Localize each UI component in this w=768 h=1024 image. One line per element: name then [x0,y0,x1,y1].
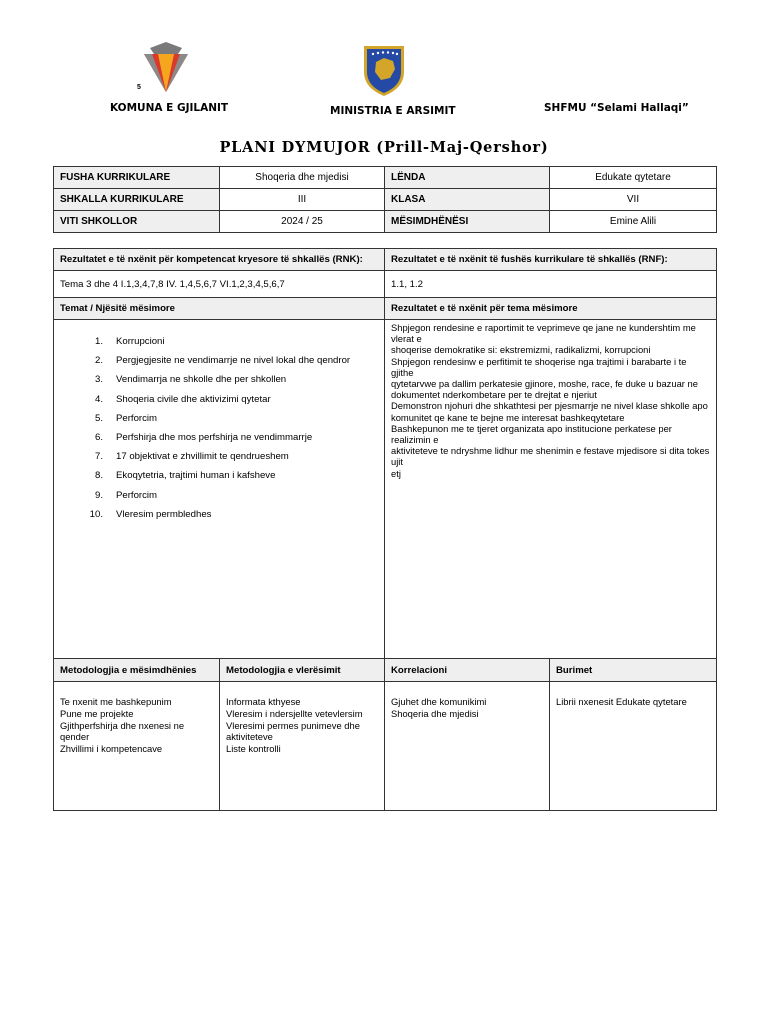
list-item: Informata kthyese [226,696,301,707]
info-value: 2024 / 25 [220,211,385,233]
rnf-value: 1.1, 1.2 [385,271,717,298]
ministria-label: MINISTRIA E ARSIMIT [330,105,456,117]
list-item: 9. Perforcim [94,489,158,501]
info-key: LËNDA [385,167,550,189]
teaching-methods-cell [54,682,220,811]
list-item: 3. Vendimarrja ne shkolle dhe per shkollen [94,374,287,386]
rnf-header: Rezultatet e të nxënit të fushës kurrikulare të shkallës (RNF): [385,249,717,271]
list-item: 4. Shoqeria civile dhe aktivizimi qytetar [94,393,271,405]
list-item: Gjuhet dhe komunikimi [391,696,487,707]
gjilan-logo [136,40,196,96]
page-title: PLANI DYMUJOR (Prill-Maj-Qershor) [219,139,549,156]
correlation-cell [385,682,550,811]
info-value: VII [550,189,717,211]
list-item: Librii nxenesit Edukate qytetare [556,696,687,707]
info-value: III [220,189,385,211]
assessment-methods-header: Metodologjia e vlerësimit [220,659,385,682]
info-value: Shoqeria dhe mjedisi [220,167,385,189]
results-header: Rezultatet e të nxënit për tema mësimore [385,298,717,320]
gjilan-logo-mark: 5 [137,84,141,91]
resources-header: Burimet [550,659,717,682]
komuna-label: KOMUNA E GJILANIT [110,102,229,114]
plan-table [53,248,717,811]
list-item: 6. Perfshirja dhe mos perfshirja ne vendimmarrje [94,432,313,444]
correlation-header: Korrelacioni [385,659,550,682]
teaching-methods-header: Metodologjia e mësimdhënies [54,659,220,682]
school-label: SHFMU “Selami Hallaqi” [544,102,689,114]
list-item: Vleresim i ndersjellte vetevlersim [226,707,363,719]
list-item: 10. Vleresim permbledhes [89,508,212,520]
info-key: MËSIMDHËNËSI [385,211,550,233]
list-item: Zhvillimi i kompetencave [60,743,163,755]
topics-cell [54,320,385,659]
info-value: Edukate qytetare [550,167,717,189]
assessment-methods-cell [220,682,385,811]
list-item: 7. 17 objektivat e zhvillimit te qendrueshem [94,451,289,463]
list-item: aktiviteteve [226,731,273,743]
list-item: 2. Pergjegjesite ne vendimarrje ne nivel lokal dhe qendror [94,355,351,367]
info-key: FUSHA KURRIKULARE [54,167,220,189]
rnk-value: Tema 3 dhe 4 I.1,3,4,7,8 IV. 1,4,5,6,7 VI.1,2,3,4,5,6,7 [54,271,385,298]
list-item: Shoqeria dhe mjedisi [391,707,479,719]
rnk-header: Rezultatet e të nxënit për kompetencat kryesore të shkallës (RNK): [54,249,385,271]
info-table [53,166,717,233]
info-key: VITI SHKOLLOR [54,211,220,233]
topics-list [60,332,378,524]
results-text: Shpjegon rendesine e raportimit te veprimeve qe jane ne kundershtim me vlerat e shoqerise demokratike si: ekstremizmi, radikalizmi, korrupcioni Shpjegon rendesinw e perfitimit te shoqerise nga trajtimi i barabarte i te gjithe qytetarvwe pa dallim perkatesie gjinore, moshe, race, fe duke u bazuar ne dokumentet nderkombetare per te drejtat e njeriut Demonstron njohuri dhe shkathtesi per pjesmarrje ne nivel klase shkolle apo komunitet qe kane te bejne me interesat bashkeqytetare Bashkepunon me te tjeret organizata apo institucione perkatese per realizimin e aktiviteteve te ndryshme lidhur me shenimin e festave mjedisore si dita tokes ujit etj [391,322,710,479]
info-row [54,189,717,211]
kosovo-crest-icon [360,42,408,98]
list-item: Liste kontrolli [226,743,281,755]
list-item: Pune me projekte [60,707,134,719]
info-row [54,211,717,233]
list-item: 1. Korrupcioni [94,336,165,348]
info-key: KLASA [385,189,550,211]
resources-cell [550,682,717,811]
list-item: 8. Ekoqytetria, trajtimi human i kafsheve [94,470,276,482]
topics-header: Temat / Njësitë mësimore [54,298,385,320]
list-item: Vleresimi permes punimeve dhe [226,719,360,731]
info-value: Emine Alili [550,211,717,233]
list-item: Te nxenit me bashkepunim [60,696,172,707]
info-key: SHKALLA KURRIKULARE [54,189,220,211]
list-item: 5. Perforcim [94,412,158,424]
info-row [54,167,717,189]
list-item: Gjithperfshirja dhe nxenesi ne qender [60,719,185,743]
results-cell [385,320,717,659]
